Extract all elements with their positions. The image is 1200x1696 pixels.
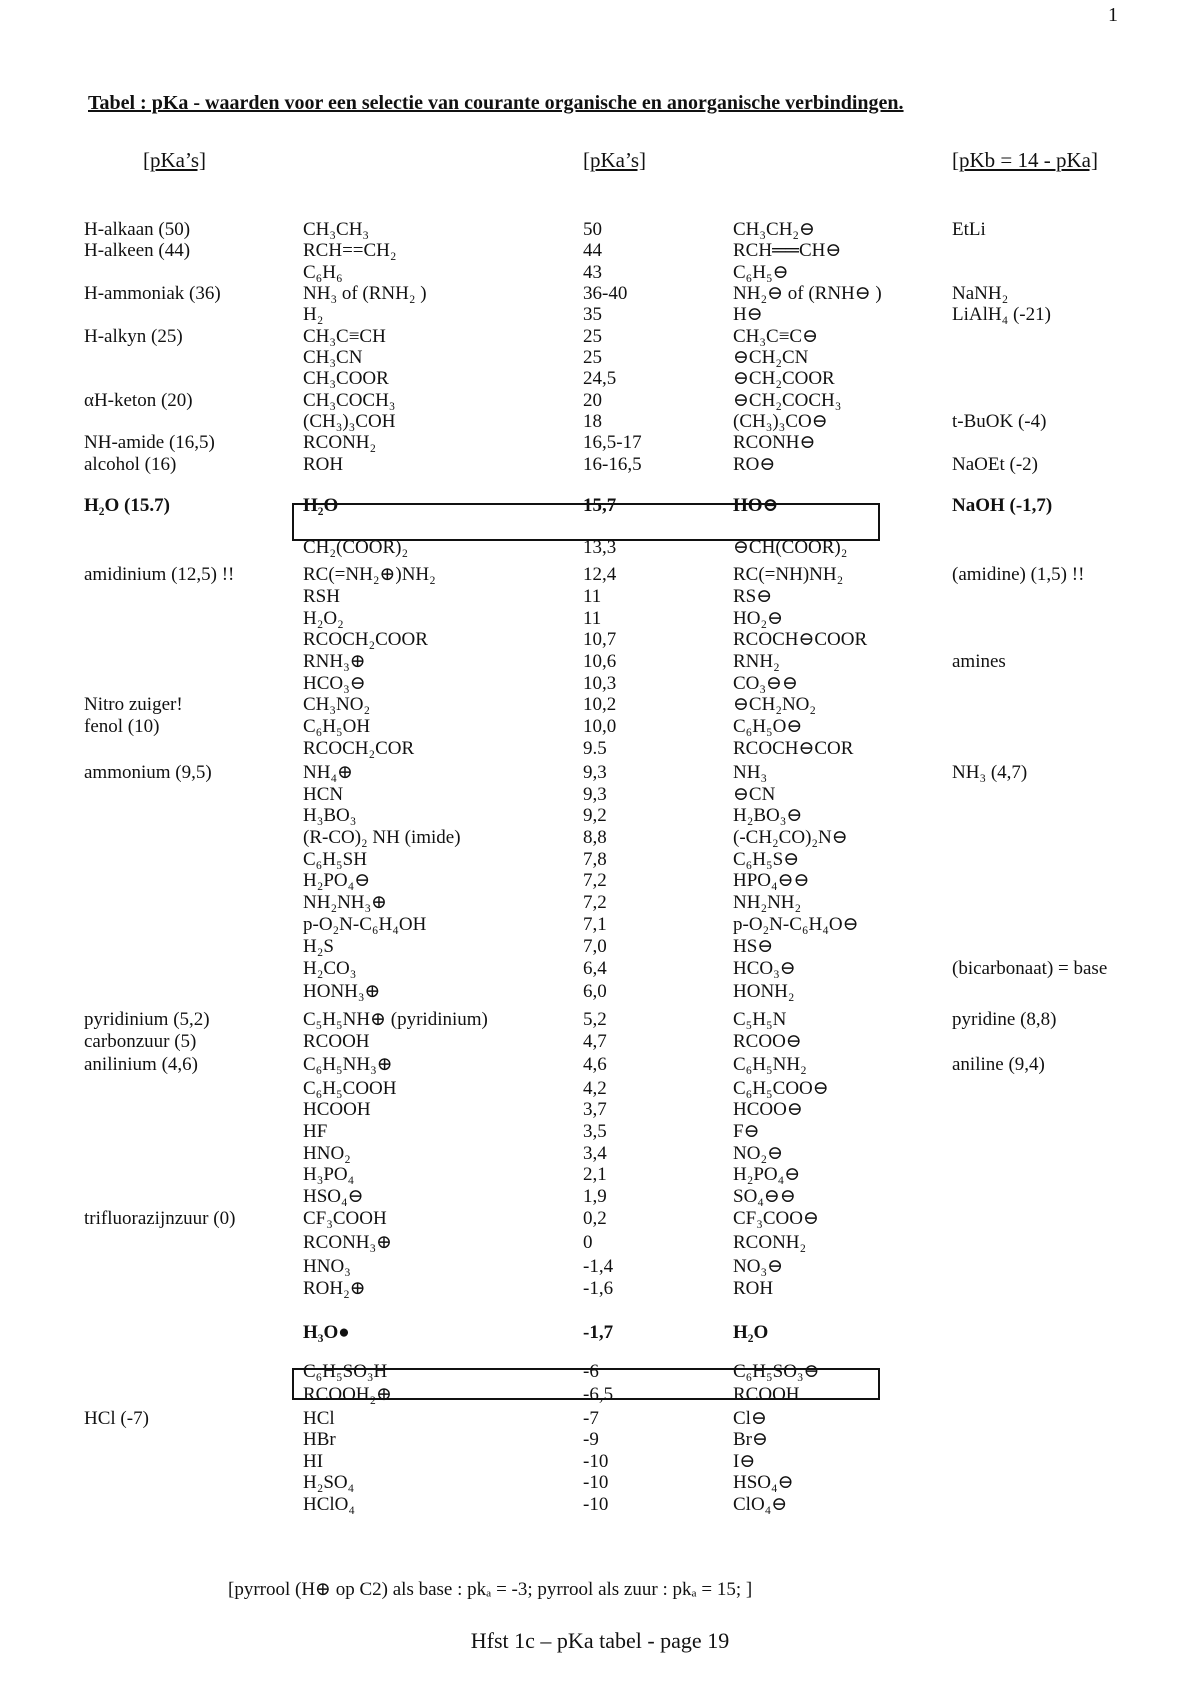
pka-value: 20: [583, 390, 602, 411]
pka-value: 2,1: [583, 1164, 607, 1185]
conjugate-base: RCONH⊖: [733, 432, 816, 453]
conjugate-base: H⊖: [733, 304, 763, 325]
pka-value: 3,4: [583, 1143, 607, 1164]
pka-value: 18: [583, 411, 602, 432]
conjugate-base: NH₃: [733, 762, 768, 783]
pka-value: 24,5: [583, 368, 617, 389]
acid-formula: C₆H₅SO₃H: [303, 1361, 388, 1382]
conjugate-base: ROH: [733, 1278, 774, 1299]
pka-value: 9,3: [583, 784, 607, 805]
pka-value: 25: [583, 326, 602, 347]
acid-formula: HClO₄: [303, 1494, 356, 1515]
acid-formula: RCH==CH₂: [303, 240, 397, 261]
conjugate-base: I⊖: [733, 1451, 756, 1472]
acid-formula: CH₃COOR: [303, 368, 389, 389]
acid-formula: C₆H₆: [303, 262, 343, 283]
acid-formula: H₂O₂: [303, 608, 344, 629]
pka-value: 5,2: [583, 1009, 607, 1030]
conjugate-base: ⊖CH₂COCH₃: [733, 390, 842, 411]
acid-formula: p-O₂N-C₆H₄OH: [303, 914, 427, 935]
pka-value: 10,3: [583, 673, 617, 694]
conjugate-base: CF₃COO⊖: [733, 1208, 819, 1229]
conjugate-base: Cl⊖: [733, 1408, 767, 1429]
pka-value: 4,7: [583, 1031, 607, 1052]
header-pka-2: [pKa’s]: [583, 148, 646, 172]
pka-value: 7,8: [583, 849, 607, 870]
pka-value: 15,7: [583, 495, 617, 516]
acid-formula: H₃O●: [303, 1322, 350, 1343]
conjugate-base: RC(=NH)NH₂: [733, 564, 844, 585]
pka-value: 8,8: [583, 827, 607, 848]
compound-label: ammonium (9,5): [84, 762, 212, 783]
conjugate-base: CO₃⊖⊖: [733, 673, 798, 694]
acid-formula: HNO₃: [303, 1256, 351, 1277]
conjugate-base: HPO₄⊖⊖: [733, 870, 810, 891]
acid-formula: RCONH₃⊕: [303, 1232, 393, 1253]
compound-label: amidinium (12,5) !!: [84, 564, 235, 585]
pka-value: 13,3: [583, 537, 617, 558]
pka-value: -1,4: [583, 1256, 614, 1277]
compound-label: H-alkaan (50): [84, 219, 191, 240]
acid-formula: NH₃ of (RNH₂ ): [303, 283, 427, 304]
pka-value: -6: [583, 1361, 599, 1382]
conjugate-base: F⊖: [733, 1121, 760, 1142]
pka-value: 6,4: [583, 958, 607, 979]
pka-value: -1,6: [583, 1278, 614, 1299]
acid-formula: RSH: [303, 586, 340, 607]
acid-formula: RCOOH₂⊕: [303, 1384, 393, 1405]
conjugate-base: C₆H₅⊖: [733, 262, 789, 283]
pka-value: 7,0: [583, 936, 607, 957]
pka-value: 16,5-17: [583, 432, 642, 453]
conjugate-base: RNH₂: [733, 651, 780, 672]
base-reagent: amines: [952, 651, 1006, 672]
conjugate-base: HO⊖: [733, 495, 779, 516]
acid-formula: CH₃NO₂: [303, 694, 371, 715]
acid-formula: H₃PO₄: [303, 1164, 355, 1185]
conjugate-base: (-CH₂CO)₂N⊖: [733, 827, 848, 848]
conjugate-base: C₆H₅COO⊖: [733, 1078, 829, 1099]
pka-value: 11: [583, 586, 602, 607]
pka-value: -10: [583, 1451, 609, 1472]
conjugate-base: ClO₄⊖: [733, 1494, 788, 1515]
compound-label: anilinium (4,6): [84, 1054, 198, 1075]
pka-value: 50: [583, 219, 602, 240]
base-reagent: t-BuOK (-4): [952, 411, 1047, 432]
compound-label: trifluorazijnzuur (0): [84, 1208, 236, 1229]
acid-formula: CH₃COCH₃: [303, 390, 396, 411]
acid-formula: HCl: [303, 1408, 335, 1429]
page-title: Tabel : pKa - waarden voor een selectie van courante organische en anorganische verbindingen.: [88, 92, 904, 114]
acid-formula: CH₃CN: [303, 347, 363, 368]
acid-formula: NH₂NH₃⊕: [303, 892, 388, 913]
acid-formula: CF₃COOH: [303, 1208, 387, 1229]
conjugate-base: RCOOH: [733, 1384, 800, 1405]
conjugate-base: H₂PO₄⊖: [733, 1164, 801, 1185]
conjugate-base: ⊖CH₂COOR: [733, 368, 835, 389]
pka-value: 3,7: [583, 1099, 607, 1120]
acid-formula: RNH₃⊕: [303, 651, 366, 672]
conjugate-base: HS⊖: [733, 936, 774, 957]
acid-formula: RCONH₂: [303, 432, 377, 453]
conjugate-base: ⊖CH₂CN: [733, 347, 809, 368]
pka-value: -7: [583, 1408, 599, 1429]
compound-label: H-ammoniak (36): [84, 283, 221, 304]
pka-value: 10,6: [583, 651, 617, 672]
compound-label: Nitro zuiger!: [84, 694, 183, 715]
compound-label: H₂O (15.7): [84, 495, 170, 516]
pka-value: 7,2: [583, 892, 607, 913]
base-reagent: EtLi: [952, 219, 986, 240]
page-number: 1: [1108, 4, 1118, 26]
header-pkb: [pKb = 14 - pKa]: [952, 148, 1098, 172]
acid-formula: C₅H₅NH⊕ (pyridinium): [303, 1009, 488, 1030]
pka-value: 16-16,5: [583, 454, 642, 475]
acid-formula: C₆H₅SH: [303, 849, 367, 870]
acid-formula: CH₃CH₃: [303, 219, 370, 240]
conjugate-base: NH₂NH₂: [733, 892, 802, 913]
conjugate-base: RCOO⊖: [733, 1031, 802, 1052]
pka-value: 11: [583, 608, 602, 629]
pka-value: 9,3: [583, 762, 607, 783]
acid-formula: HBr: [303, 1429, 336, 1450]
compound-label: pyridinium (5,2): [84, 1009, 210, 1030]
pka-value: 4,2: [583, 1078, 607, 1099]
base-reagent: aniline (9,4): [952, 1054, 1045, 1075]
acid-formula: H₃BO₃: [303, 805, 357, 826]
conjugate-base: NO₂⊖: [733, 1143, 783, 1164]
pka-value: -1,7: [583, 1322, 614, 1343]
acid-formula: H₂CO₃: [303, 958, 357, 979]
compound-label: αH-keton (20): [84, 390, 193, 411]
conjugate-base: RCOCH⊖COOR: [733, 629, 868, 650]
conjugate-base: CH₃C≡C⊖: [733, 326, 818, 347]
acid-formula: RCOCH₂COR: [303, 738, 415, 759]
conjugate-base: C₆H₅NH₂: [733, 1054, 807, 1075]
conjugate-base: RCH══CH⊖: [733, 240, 842, 261]
acid-formula: CH₃C≡CH: [303, 326, 386, 347]
acid-formula: HSO₄⊖: [303, 1186, 364, 1207]
pka-value: -9: [583, 1429, 599, 1450]
conjugate-base: Br⊖: [733, 1429, 768, 1450]
acid-formula: HNO₂: [303, 1143, 351, 1164]
base-reagent: NH₃ (4,7): [952, 762, 1028, 783]
pka-value: 10,0: [583, 716, 617, 737]
pka-value: 7,1: [583, 914, 607, 935]
acid-formula: HCOOH: [303, 1099, 371, 1120]
conjugate-base: H₂BO₃⊖: [733, 805, 803, 826]
pka-value: -10: [583, 1494, 609, 1515]
pka-value: 25: [583, 347, 602, 368]
pka-value: 4,6: [583, 1054, 607, 1075]
acid-formula: H₂PO₄⊖: [303, 870, 371, 891]
compound-label: NH-amide (16,5): [84, 432, 215, 453]
acid-formula: C₆H₅NH₃⊕: [303, 1054, 393, 1075]
acid-formula: RC(=NH₂⊕)NH₂: [303, 564, 436, 585]
pka-value: 1,9: [583, 1186, 607, 1207]
conjugate-base: ⊖CH₂NO₂: [733, 694, 817, 715]
acid-formula: NH₄⊕: [303, 762, 353, 783]
pka-value: 0,2: [583, 1208, 607, 1229]
acid-formula: ROH₂⊕: [303, 1278, 366, 1299]
conjugate-base: NO₃⊖: [733, 1256, 783, 1277]
conjugate-base: C₆H₅S⊖: [733, 849, 800, 870]
base-reagent: pyridine (8,8): [952, 1009, 1057, 1030]
conjugate-base: HSO₄⊖: [733, 1472, 794, 1493]
pka-value: 12,4: [583, 564, 617, 585]
conjugate-base: C₆H₅O⊖: [733, 716, 803, 737]
pka-value: 43: [583, 262, 602, 283]
conjugate-base: p-O₂N-C₆H₄O⊖: [733, 914, 859, 935]
conjugate-base: HCO₃⊖: [733, 958, 796, 979]
conjugate-base: HO₂⊖: [733, 608, 783, 629]
acid-formula: HCN: [303, 784, 344, 805]
acid-formula: RCOCH₂COOR: [303, 629, 428, 650]
conjugate-base: ⊖CN: [733, 784, 776, 805]
acid-formula: HI: [303, 1451, 324, 1472]
conjugate-base: NH₂⊖ of (RNH⊖ ): [733, 283, 882, 304]
acid-formula: H₂SO₄: [303, 1472, 355, 1493]
acid-formula: (R-CO)₂ NH (imide): [303, 827, 461, 848]
acid-formula: RCOOH: [303, 1031, 370, 1052]
compound-label: H-alkeen (44): [84, 240, 191, 261]
acid-formula: HF: [303, 1121, 328, 1142]
conjugate-base: RS⊖: [733, 586, 773, 607]
pka-value: 7,2: [583, 870, 607, 891]
pka-value: 44: [583, 240, 602, 261]
conjugate-base: RCOCH⊖COR: [733, 738, 854, 759]
pka-value: 10,2: [583, 694, 617, 715]
base-reagent: (amidine) (1,5) !!: [952, 564, 1085, 585]
acid-formula: H₂S: [303, 936, 334, 957]
base-reagent: NaOH (-1,7): [952, 495, 1053, 516]
base-reagent: NaNH₂: [952, 283, 1009, 304]
base-reagent: LiAlH₄ (-21): [952, 304, 1051, 325]
conjugate-base: CH₃CH₂⊖: [733, 219, 815, 240]
acid-formula: C₆H₅OH: [303, 716, 371, 737]
acid-formula: C₆H₅COOH: [303, 1078, 397, 1099]
pka-value: 3,5: [583, 1121, 607, 1142]
base-reagent: (bicarbonaat) = base: [952, 958, 1108, 979]
conjugate-base: HCOO⊖: [733, 1099, 803, 1120]
conjugate-base: RCONH₂: [733, 1232, 807, 1253]
conjugate-base: HONH₂: [733, 981, 795, 1002]
acid-formula: (CH₃)₃COH: [303, 411, 396, 432]
compound-label: carbonzuur (5): [84, 1031, 197, 1052]
conjugate-base: SO₄⊖⊖: [733, 1186, 796, 1207]
conjugate-base: H₂O: [733, 1322, 769, 1343]
pka-value: 10,7: [583, 629, 617, 650]
acid-formula: ROH: [303, 454, 344, 475]
pka-value: 9.5: [583, 738, 607, 759]
pka-value: 36-40: [583, 283, 628, 304]
acid-formula: H₂O: [303, 495, 339, 516]
conjugate-base: (CH₃)₃CO⊖: [733, 411, 828, 432]
compound-label: H-alkyn (25): [84, 326, 183, 347]
compound-label: fenol (10): [84, 716, 160, 737]
compound-label: HCl (-7): [84, 1408, 149, 1429]
pka-value: 35: [583, 304, 602, 325]
conjugate-base: RO⊖: [733, 454, 776, 475]
pyrrole-footnote: [pyrrool (H⊕ op C2) als base : pkₐ = -3; pyrrool als zuur : pkₐ = 15; ]: [228, 1579, 753, 1600]
acid-formula: H₂: [303, 304, 324, 325]
pka-value: 6,0: [583, 981, 607, 1002]
pka-value: -10: [583, 1472, 609, 1493]
conjugate-base: C₆H₅SO₃⊖: [733, 1361, 820, 1382]
page-footer: Hfst 1c – pKa tabel - page 19: [470, 1628, 730, 1653]
header-pka-1: [pKa’s]: [143, 148, 206, 172]
acid-formula: CH₂(COOR)₂: [303, 537, 409, 558]
conjugate-base: C₅H₅N: [733, 1009, 787, 1030]
compound-label: alcohol (16): [84, 454, 177, 475]
base-reagent: NaOEt (-2): [952, 454, 1038, 475]
acid-formula: HONH₃⊕: [303, 981, 381, 1002]
acid-formula: HCO₃⊖: [303, 673, 366, 694]
conjugate-base: ⊖CH(COOR)₂: [733, 537, 848, 558]
pka-value: 9,2: [583, 805, 607, 826]
pka-value: 0: [583, 1232, 593, 1253]
pka-value: -6,5: [583, 1384, 614, 1405]
